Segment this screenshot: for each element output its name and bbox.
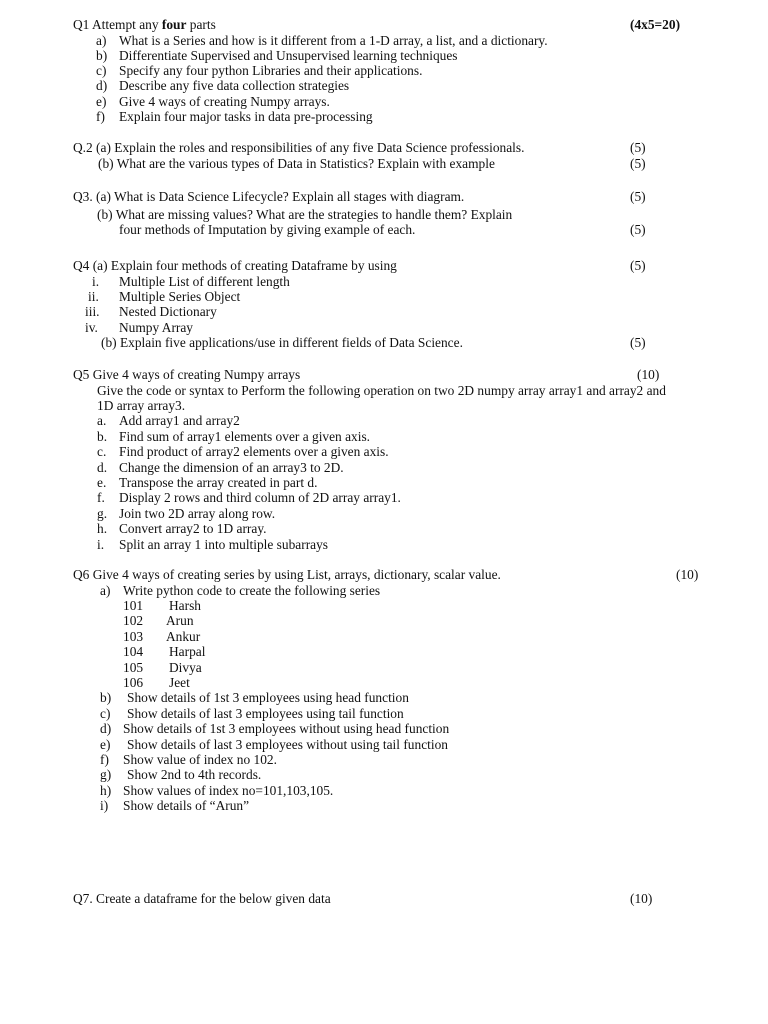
q2-part-b-marks: (5) [630, 156, 646, 171]
q5-marks: (10) [637, 367, 660, 382]
q7-heading: Q7. Create a dataframe for the below given data [73, 891, 331, 906]
q6-item-f-text: Show value of index no 102. [123, 752, 277, 767]
q5-item-d-label: d. [97, 460, 108, 475]
q6-item-d-label: d) [100, 721, 112, 736]
q6-item-b-text: Show details of 1st 3 employees using head function [127, 690, 409, 705]
series-index: 106 [123, 675, 144, 690]
q5-item-g-text: Join two 2D array along row. [119, 506, 276, 521]
q3-part-b-line2: four methods of Imputation by giving example of each. [119, 222, 416, 237]
q4-item-iii-text: Nested Dictionary [119, 304, 217, 319]
q6-heading: Q6 Give 4 ways of creating series by using List, arrays, dictionary, scalar value. [73, 567, 501, 582]
q4-item-i-text: Multiple List of different length [119, 274, 290, 289]
series-value: Arun [166, 613, 194, 628]
series-index: 104 [123, 644, 144, 659]
q5-item-d-text: Change the dimension of an array3 to 2D. [119, 460, 344, 475]
series-index: 103 [123, 629, 144, 644]
series-value: Harpal [169, 644, 206, 659]
q1-item-f-label: f) [96, 109, 105, 124]
q5-intro-line1: Give the code or syntax to Perform the following operation on two 2D numpy array array1 and array2 and [97, 383, 666, 398]
q1-item-b-label: b) [96, 48, 108, 63]
q6-item-g-label: g) [100, 767, 112, 782]
series-index: 101 [123, 598, 144, 613]
q5-item-c-label: c. [97, 444, 107, 459]
q5-intro-line2: 1D array array3. [97, 398, 186, 413]
q5-item-c-text: Find product of array2 elements over a given axis. [119, 444, 389, 459]
q6-item-c-text: Show details of last 3 employees using tail function [127, 706, 404, 721]
q1-item-d-label: d) [96, 78, 108, 93]
q2-part-a: Q.2 (a) Explain the roles and responsibilities of any five Data Science professionals. [73, 140, 525, 155]
q6-item-e-label: e) [100, 737, 111, 752]
q6-item-i-label: i) [100, 798, 109, 813]
q1-heading-prefix: Q1 Attempt any [73, 17, 162, 32]
q3-part-a-marks: (5) [630, 189, 646, 204]
q2-part-b: (b) What are the various types of Data in Statistics? Explain with example [98, 156, 495, 171]
q4-part-b-marks: (5) [630, 335, 646, 350]
q6-item-f-label: f) [100, 752, 109, 767]
q5-item-h-text: Convert array2 to 1D array. [119, 521, 267, 536]
series-value: Harsh [169, 598, 201, 613]
q5-item-i-text: Split an array 1 into multiple subarrays [119, 537, 328, 552]
q1-item-c-label: c) [96, 63, 107, 78]
q1-item-a-text: What is a Series and how is it different from a 1-D array, a list, and a dictionary. [119, 33, 548, 48]
q6-item-a-text: Write python code to create the following series [123, 583, 381, 598]
series-index: 105 [123, 660, 144, 675]
q1-item-e-text: Give 4 ways of creating Numpy arrays. [119, 94, 330, 109]
q6-item-h-text: Show values of index no=101,103,105. [123, 783, 334, 798]
q6-item-d-text: Show details of 1st 3 employees without using head function [123, 721, 450, 736]
q1-item-e-label: e) [96, 94, 107, 109]
q5-item-e-text: Transpose the array created in part d. [119, 475, 318, 490]
q4-item-ii-label: ii. [88, 289, 99, 304]
q5-item-b-label: b. [97, 429, 108, 444]
q4-item-iv-label: iv. [85, 320, 98, 335]
q4-item-i-label: i. [92, 274, 100, 289]
q6-item-a-label: a) [100, 583, 111, 598]
q5-item-f-label: f. [97, 490, 105, 505]
q3-part-b-line1: (b) What are missing values? What are the strategies to handle them? Explain [97, 207, 513, 222]
q5-heading: Q5 Give 4 ways of creating Numpy arrays [73, 367, 301, 382]
q1-item-c-text: Specify any four python Libraries and their applications. [119, 63, 423, 78]
q4-item-ii-text: Multiple Series Object [119, 289, 241, 304]
q1-marks: (4x5=20) [630, 17, 681, 32]
q1-item-f-text: Explain four major tasks in data pre-processing [119, 109, 373, 124]
q4-part-b: (b) Explain five applications/use in different fields of Data Science. [101, 335, 463, 350]
q6-item-h-label: h) [100, 783, 112, 798]
q1-heading-bold: four [161, 17, 187, 32]
q6-marks: (10) [676, 567, 699, 582]
q7-marks: (10) [630, 891, 653, 906]
q1-heading [73, 17, 216, 32]
q6-item-e-text: Show details of last 3 employees without using tail function [127, 737, 448, 752]
q5-item-a-label: a. [97, 413, 107, 428]
q1-item-a-label: a) [96, 33, 107, 48]
q5-item-a-text: Add array1 and array2 [119, 413, 240, 428]
q3-part-b-marks: (5) [630, 222, 646, 237]
q6-item-i-text: Show details of “Arun” [123, 798, 250, 813]
q5-item-e-label: e. [97, 475, 107, 490]
series-value: Divya [169, 660, 202, 675]
q6-item-c-label: c) [100, 706, 111, 721]
q1-item-b-text: Differentiate Supervised and Unsupervised learning techniques [119, 48, 458, 63]
series-value: Jeet [169, 675, 190, 690]
series-index: 102 [123, 613, 144, 628]
q5-item-g-label: g. [97, 506, 108, 521]
q4-item-iii-label: iii. [85, 304, 100, 319]
q5-item-i-label: i. [97, 537, 105, 552]
q4-part-a-marks: (5) [630, 258, 646, 273]
q1-heading-suffix: parts [186, 17, 216, 32]
q2-part-a-marks: (5) [630, 140, 646, 155]
q4-part-a: Q4 (a) Explain four methods of creating Dataframe by using [73, 258, 397, 273]
q5-item-h-label: h. [97, 521, 108, 536]
q5-item-b-text: Find sum of array1 elements over a given axis. [119, 429, 371, 444]
q4-item-iv-text: Numpy Array [119, 320, 194, 335]
q6-item-g-text: Show 2nd to 4th records. [127, 767, 262, 782]
q6-item-b-label: b) [100, 690, 112, 705]
series-value: Ankur [166, 629, 201, 644]
q1-item-d-text: Describe any five data collection strategies [119, 78, 350, 93]
q3-part-a: Q3. (a) What is Data Science Lifecycle? Explain all stages with diagram. [73, 189, 465, 204]
q5-item-f-text: Display 2 rows and third column of 2D array array1. [119, 490, 401, 505]
